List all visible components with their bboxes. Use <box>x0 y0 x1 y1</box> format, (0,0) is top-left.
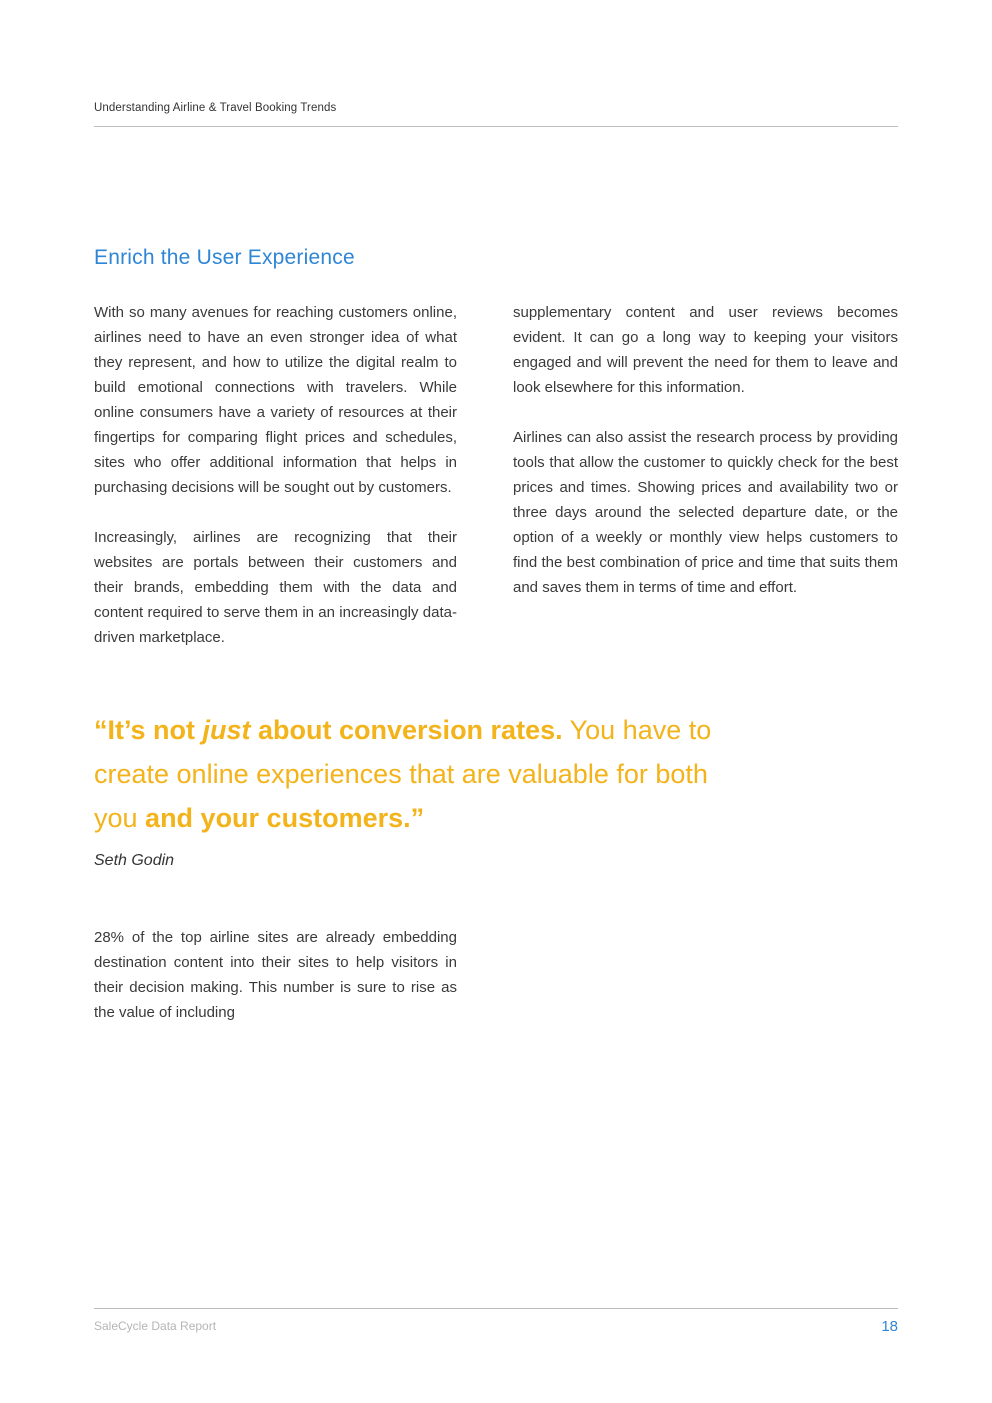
paragraph: With so many avenues for reaching customers online, airlines need to have an even stronger idea of what they represent, and how to utilize the digital realm to build emotional connections with travelers. While online consumers have a variety of resources at their fingertips for comparing flight prices and schedules, sites who offer additional information that helps in purchasing decisions will be sought out by customers. <box>94 304 457 496</box>
quote-emphasis: just <box>202 715 251 745</box>
footer-label: SaleCycle Data Report <box>94 1319 217 1333</box>
quote-author: Seth Godin <box>94 852 175 869</box>
bottom-column <box>94 925 457 1050</box>
header-divider <box>94 126 898 127</box>
right-column <box>513 300 898 625</box>
running-header: Understanding Airline & Travel Booking Trends <box>94 102 337 114</box>
quote-part: You have to create online experiences that are valuable for both you <box>94 715 712 833</box>
footer-divider <box>94 1308 898 1309</box>
quote-part: about conversion rates. <box>250 715 563 745</box>
paragraph: Increasingly, airlines are recognizing that their websites are portals between their customers and their brands, embedding them with the data and content required to serve them in an increasingly data-driven marketplace. <box>94 529 457 646</box>
paragraph: 28% of the top airline sites are already embedding destination content into their sites to help visitors in their decision making. This number is sure to rise as the value of including <box>94 929 457 1021</box>
page-number: 18 <box>881 1318 898 1335</box>
left-column <box>94 300 457 675</box>
quote-part: and your customers.” <box>145 803 425 833</box>
quote-part: “It’s not <box>94 715 203 745</box>
section-heading: Enrich the User Experience <box>94 246 355 269</box>
paragraph: Airlines can also assist the research process by providing tools that allow the customer to quickly check for the best prices and times. Showing prices and availability two or three days around the selected departure date, or the option of a weekly or monthly view helps customers to find the best combination of price and time that suits them and saves them in terms of time and effort. <box>513 429 898 596</box>
paragraph: supplementary content and user reviews becomes evident. It can go a long way to keeping your visitors engaged and will prevent the need for them to leave and look elsewhere for this information. <box>513 304 898 396</box>
pull-quote <box>94 708 754 840</box>
